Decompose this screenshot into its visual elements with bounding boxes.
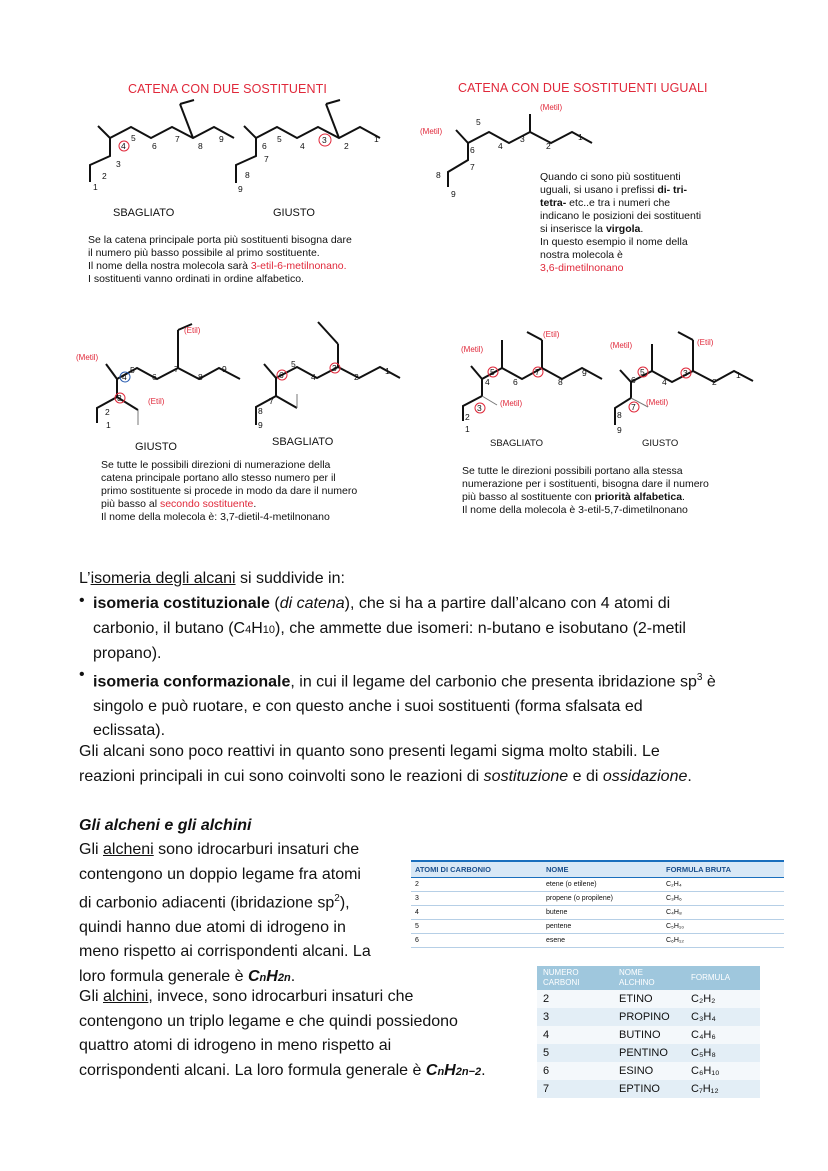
table-row: 5 PENTINO C₅H₈ [537, 1044, 760, 1062]
table-row: 3 PROPINO C₃H₄ [537, 1008, 760, 1026]
svg-text:(Etil): (Etil) [148, 397, 165, 406]
table-row: 4 butene C₄H₈ [411, 906, 784, 920]
svg-text:4: 4 [121, 141, 126, 151]
svg-text:6: 6 [279, 370, 284, 380]
svg-text:1: 1 [374, 134, 379, 144]
svg-text:8: 8 [198, 372, 203, 382]
svg-text:(Metil): (Metil) [461, 345, 484, 354]
svg-text:5: 5 [277, 134, 282, 144]
table-row: 2 ETINO C₂H₂ [537, 990, 760, 1008]
panel1-caption-wrong: SBAGLIATO [113, 207, 175, 219]
svg-text:4: 4 [662, 377, 667, 387]
panel3-caption-right: GIUSTO [135, 441, 177, 453]
molecule-p3-right [76, 324, 240, 430]
molecule-p1-wrong [90, 100, 234, 192]
svg-text:3: 3 [116, 159, 121, 169]
svg-text:8: 8 [198, 141, 203, 151]
molecule-p4-right [610, 332, 753, 435]
table-header: FORMULA BRUTA [662, 861, 784, 878]
table-header: NOME [542, 861, 662, 878]
svg-text:(Metil): (Metil) [610, 341, 633, 350]
svg-text:9: 9 [219, 134, 224, 144]
svg-text:1: 1 [578, 132, 583, 142]
panel2-title: CATENA CON DUE SOSTITUENTI UGUALI [458, 81, 708, 95]
svg-text:3: 3 [683, 368, 688, 378]
svg-text:(Metil): (Metil) [76, 353, 99, 362]
panel3-note: Se tutte le possibili direzioni di numerazione della catena principale portano allo stesso numero per il primo sostituente si procede in modo da dare il numero più basso al secondo sostituente. Il nome della molecola è: 3,7-dietil-4-metilnonano [101, 459, 358, 523]
panel4-note: Se tutte le direzioni possibili portano alla stessa numerazione per i sostituenti, bisogna dare il numero più basso al sostituente con priorità alfabetica. Il nome della molecola è 3-etil-5,7-dimetilnonano [462, 465, 709, 516]
table-row: 3 propene (o propilene) C₃H₆ [411, 892, 784, 906]
svg-text:7: 7 [264, 154, 269, 164]
alcheni-paragraph: Gli alcheni sono idrocarburi insaturi che contengono un doppio legame fra atomi di carbonio adiacenti (ibridazione $sp^2$), quindi hanno due atomi di idrogeno in meno rispetto ai corrispondenti alcani. La loro formula generale è CnH2n. [79, 841, 371, 985]
svg-text:4: 4 [498, 141, 503, 151]
svg-text:(Etil): (Etil) [184, 326, 201, 335]
svg-text:9: 9 [617, 425, 622, 435]
molecule-p4-wrong [461, 330, 602, 434]
svg-text:6: 6 [152, 141, 157, 151]
alchini-paragraph: Gli alchini, invece, sono idrocarburi insaturi che contengono un triplo legame e che quindi possiedono quattro atomi di idrogeno in meno rispetto ai corrispondenti alcani. La loro formula generale è CnH2n−2. [79, 988, 486, 1079]
svg-text:3: 3 [520, 134, 525, 144]
svg-text:6: 6 [152, 372, 157, 382]
svg-text:6: 6 [513, 377, 518, 387]
table-row: 5 pentene C₅H₁₀ [411, 920, 784, 934]
svg-text:2: 2 [344, 141, 349, 151]
table-header: FORMULA [685, 966, 760, 990]
svg-text:2: 2 [465, 412, 470, 422]
svg-text:4: 4 [122, 372, 127, 382]
svg-text:1: 1 [465, 424, 470, 434]
table-header: ATOMI DI CARBONIO [411, 861, 542, 878]
svg-text:1: 1 [736, 370, 741, 380]
svg-text:5: 5 [131, 133, 136, 143]
svg-text:1: 1 [93, 182, 98, 192]
svg-text:8: 8 [617, 410, 622, 420]
svg-text:(Etil): (Etil) [697, 338, 714, 347]
svg-text:8: 8 [245, 170, 250, 180]
bullet-isomeria-conformazionale: isomeria conformazionale, in cui il legame del carbonio che presenta ibridazione $sp^3$ è singolo e può ruotare, e con questo anche i suoi sostituenti (forma sfalsata ed eclissata). [93, 672, 716, 740]
svg-text:(Metil): (Metil) [500, 399, 523, 408]
svg-text:9: 9 [582, 368, 587, 378]
alcani-reattivita: Gli alcani sono poco reattivi in quanto sono presenti legami sigma molto stabili. Le reazioni principali in cui sono coinvolti sono le reazioni di sostituzione e di ossidazione. [79, 743, 692, 785]
alkynes-table [537, 966, 760, 1098]
panel1-title: CATENA CON DUE SOSTITUENTI [128, 82, 327, 96]
panel4-caption-right: GIUSTO [642, 438, 679, 449]
svg-text:4: 4 [300, 141, 305, 151]
svg-text:8: 8 [436, 170, 441, 180]
bullet-icon: • [79, 666, 85, 683]
panel3-caption-wrong: SBAGLIATO [272, 436, 334, 448]
svg-text:3: 3 [332, 363, 337, 373]
svg-text:(Metil): (Metil) [420, 127, 443, 136]
svg-text:7: 7 [269, 396, 274, 406]
molecule-p1-right [236, 100, 380, 194]
panel2-note: Quando ci sono più sostituenti uguali, si usano i prefissi di- tri- tetra- etc..e tra i numeri che indicano le posizioni dei sostituenti si inserisce la virgola. In questo esempio il nome della nostra molecola è 3,6-dimetilnonano [540, 171, 702, 274]
panel4-caption-wrong: SBAGLIATO [490, 438, 543, 449]
svg-text:1: 1 [106, 420, 111, 430]
svg-text:5: 5 [130, 365, 135, 375]
table-row: 2 etene (o etilene) C₂H₄ [411, 878, 784, 892]
svg-text:4: 4 [485, 377, 490, 387]
svg-text:2: 2 [712, 377, 717, 387]
svg-text:4: 4 [311, 372, 316, 382]
svg-text:5: 5 [476, 117, 481, 127]
svg-text:9: 9 [258, 420, 263, 430]
svg-text:7: 7 [535, 367, 540, 377]
svg-text:1: 1 [385, 366, 390, 376]
panel1-note: Se la catena principale porta più sostituenti bisogna dare il numero più basso possibile al primo sostituente. Il nome della nostra molecola sarà 3-etil-6-metilnonano. I sostituenti vanno ordinati in ordine alfabetico. [88, 234, 352, 285]
isomeria-intro: L’isomeria degli alcani si suddivide in: [79, 570, 345, 587]
svg-text:(Metil): (Metil) [646, 398, 669, 407]
svg-text:9: 9 [451, 189, 456, 199]
table-row: 4 BUTINO C₄H₆ [537, 1026, 760, 1044]
alkenes-table [411, 860, 784, 948]
section-heading: Gli alcheni e gli alchini [79, 817, 252, 834]
table-row: 6 ESINO C₆H₁₀ [537, 1062, 760, 1080]
molecule-p3-wrong [256, 322, 400, 430]
svg-text:6: 6 [631, 375, 636, 385]
bullet-isomeria-costituzionale: isomeria costituzionale (di catena), che si ha a partire dall’alcano con 4 atomi di carbonio, il butano (C4H10), che ammette due isomeri: n-butano e isobutano (2-metil propano). [93, 595, 686, 662]
svg-text:7: 7 [174, 364, 179, 374]
bullet-icon: • [79, 592, 85, 609]
svg-text:6: 6 [470, 145, 475, 155]
panel1-caption-right: GIUSTO [273, 207, 315, 219]
svg-text:2: 2 [546, 141, 551, 151]
table-header: NOME ALCHINO [613, 966, 685, 990]
svg-text:5: 5 [291, 359, 296, 369]
svg-text:7: 7 [175, 134, 180, 144]
svg-text:9: 9 [222, 364, 227, 374]
svg-text:(Metil): (Metil) [540, 103, 563, 112]
svg-text:7: 7 [631, 402, 636, 412]
table-row: 6 esene C₆H₁₂ [411, 934, 784, 948]
svg-text:(Etil): (Etil) [543, 330, 560, 339]
svg-text:2: 2 [354, 372, 359, 382]
svg-text:9: 9 [238, 184, 243, 194]
svg-text:8: 8 [558, 377, 563, 387]
svg-text:3: 3 [117, 393, 122, 403]
table-row: 7 EPTINO C₇H₁₂ [537, 1080, 760, 1098]
svg-text:3: 3 [322, 135, 327, 145]
svg-text:5: 5 [640, 367, 645, 377]
svg-text:2: 2 [102, 171, 107, 181]
svg-text:8: 8 [258, 406, 263, 416]
svg-text:2: 2 [105, 407, 110, 417]
table-header: NUMERO CARBONI [537, 966, 613, 990]
svg-text:6: 6 [262, 141, 267, 151]
svg-text:5: 5 [490, 367, 495, 377]
svg-text:3: 3 [477, 403, 482, 413]
svg-text:7: 7 [470, 162, 475, 172]
